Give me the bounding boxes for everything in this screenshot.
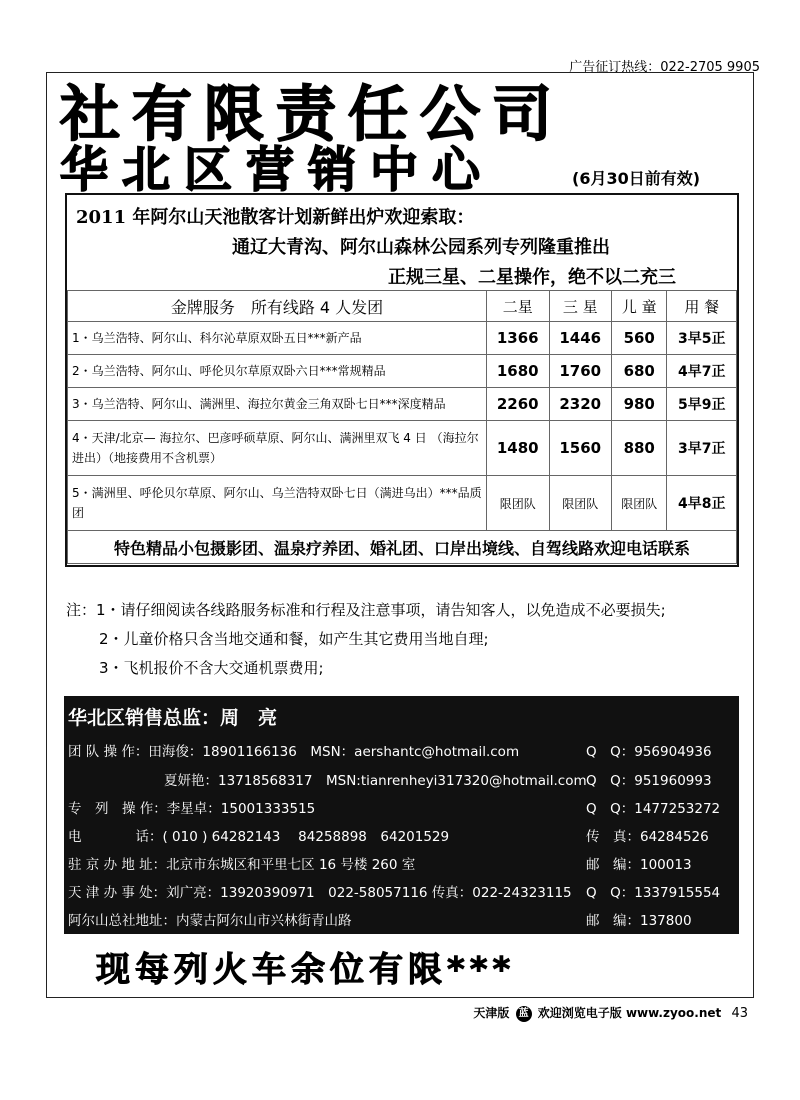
price-child: 880 [612, 421, 667, 476]
beijing-office-address: 驻 京 办 地 址：北京市东城区和平里七区 16 号楼 260 室 [68, 857, 416, 873]
table-row [68, 355, 737, 388]
special-ops: 专 列 操 作：李星卓：15001333515 [68, 801, 316, 817]
header-two-star: 二星 [487, 291, 550, 322]
promo-line-3: 正规三星、二星操作，绝不以二充三 [388, 267, 676, 288]
ad-hotline: 广告征订热线：022-2705 9905 [569, 60, 760, 75]
price-two-star: 1366 [487, 322, 550, 355]
header-child: 儿 童 [612, 291, 667, 322]
route-name: 3・乌兰浩特、阿尔山、满洲里、海拉尔黄金三角双卧七日***深度精品 [68, 388, 487, 421]
company-title: 社有限责任公司 [60, 80, 564, 150]
contact-panel [64, 696, 739, 934]
price-child: 980 [612, 388, 667, 421]
price-three-star: 1560 [549, 421, 612, 476]
price-three-star: 1760 [549, 355, 612, 388]
note-item [66, 596, 666, 625]
group-ops-contact-1: 田海俊：18901166136 MSN：aershantc@hotmail.com [148, 744, 520, 760]
group-ops-contact-2: 夏妍艳：13718568317 MSN:tianrenheyi317320@hotmail.com [164, 773, 587, 789]
price-table [67, 290, 737, 564]
meals: 4早8正 [667, 476, 737, 531]
price-child: 680 [612, 355, 667, 388]
price-three-star: 限团队 [549, 476, 612, 531]
group-ops-row-1 [68, 740, 519, 760]
phone-numbers: 电 话：( 010 ) 64282143 84258898 64201529 [68, 829, 450, 845]
group-ops-qq-2: Q Q：951960993 [586, 773, 712, 789]
meals: 3早5正 [667, 322, 737, 355]
special-tours-note: 特色精品小包摄影团、温泉疗养团、婚礼团、口岸出境线、自驾线路欢迎电话联系 [68, 531, 737, 564]
table-row [68, 322, 737, 355]
beijing-zip: 邮 编：100013 [586, 857, 692, 873]
page-footer [473, 1004, 748, 1022]
website-text[interactable]: 欢迎浏览电子版 www.zyoo.net [537, 1006, 722, 1020]
sales-director: 华北区销售总监：周 亮 [68, 707, 278, 729]
tianjin-qq: Q Q：1337915554 [586, 885, 721, 901]
price-three-star: 2320 [549, 388, 612, 421]
center-title: 华北区营销中心 [60, 142, 495, 198]
special-ops-qq: Q Q：1477253272 [586, 801, 721, 817]
price-three-star: 1446 [549, 322, 612, 355]
group-ops-qq-1: Q Q：956904936 [586, 744, 712, 760]
price-two-star: 2260 [487, 388, 550, 421]
route-name: 4・天津/北京— 海拉尔、巴彦呼硕草原、阿尔山、满洲里双飞 4 日 （海拉尔进出）（地接费用不含机票） [68, 421, 487, 476]
notes [66, 596, 666, 683]
tianjin-office: 天 津 办 事 处：刘广亮：13920390971 022-58057116 传真：022-24323115 [68, 885, 572, 901]
meals: 4早7正 [667, 355, 737, 388]
route-name: 1・乌兰浩特、阿尔山、科尔沁草原双卧五日***新产品 [68, 322, 487, 355]
promo-line-1: 2011 年阿尔山天池散客计划新鲜出炉欢迎索取： [76, 207, 475, 228]
fax-number: 传 真：64284526 [586, 829, 709, 845]
meals: 3早7正 [667, 421, 737, 476]
table-row [68, 388, 737, 421]
note-text: 1・请仔细阅读各线路服务标准和行程及注意事项，请告知客人，以免造成不必要损失; [96, 601, 666, 619]
table-header-row [68, 291, 737, 322]
price-two-star: 1480 [487, 421, 550, 476]
price-child: 限团队 [612, 476, 667, 531]
promo-line-2: 通辽大青沟、阿尔山森林公园系列专列隆重推出 [232, 237, 610, 258]
route-name: 2・乌兰浩特、阿尔山、呼伦贝尔草原双卧六日***常规精品 [68, 355, 487, 388]
train-seats-slogan: 现每列火车余位有限*** [96, 950, 516, 990]
meals: 5早9正 [667, 388, 737, 421]
route-name: 5・满洲里、呼伦贝尔草原、阿尔山、乌兰浩特双卧七日（满进乌出）***品质团 [68, 476, 487, 531]
header-meal: 用 餐 [667, 291, 737, 322]
header-route: 金牌服务 所有线路 4 人发团 [68, 291, 487, 322]
price-two-star: 限团队 [487, 476, 550, 531]
header-three-star: 三 星 [549, 291, 612, 322]
table-row [68, 421, 737, 476]
edition-badge-icon: 蓝 [516, 1006, 532, 1022]
table-row [68, 476, 737, 531]
note-item: 2・儿童价格只含当地交通和餐，如产生其它费用当地自理; [99, 630, 489, 648]
hq-address: 阿尔山总社地址：内蒙古阿尔山市兴林街青山路 [68, 913, 352, 929]
table-footer-row [68, 531, 737, 564]
price-child: 560 [612, 322, 667, 355]
price-two-star: 1680 [487, 355, 550, 388]
validity-note: (6月30日前有效) [572, 169, 701, 188]
hq-zip: 邮 编：137800 [586, 913, 692, 929]
edition-label: 天津版 [473, 1006, 510, 1020]
page-number: 43 [731, 1006, 748, 1021]
group-ops-label: 团 队 操 作： [68, 744, 149, 760]
notes-label: 注： [66, 601, 97, 619]
note-item: 3・飞机报价不含大交通机票费用; [99, 659, 324, 677]
